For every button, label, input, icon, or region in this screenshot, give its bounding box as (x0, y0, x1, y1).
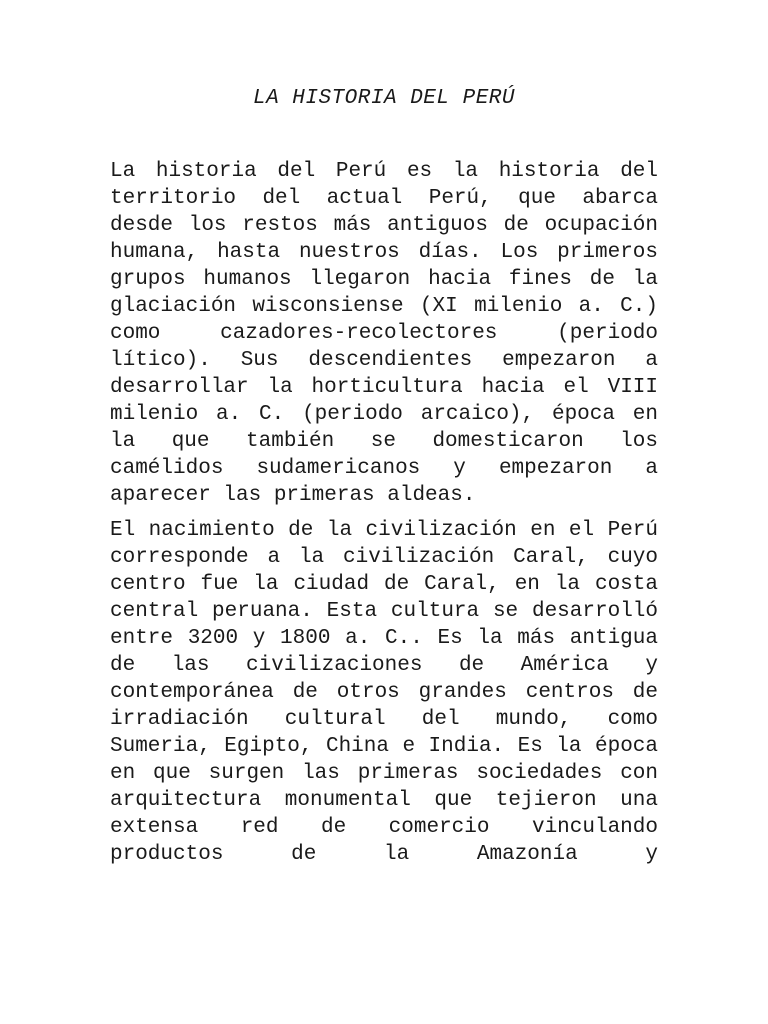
paragraph-1: La historia del Perú es la historia del territorio del actual Perú, que abarca desde los restos más antiguos de ocupación humana, hasta nuestros días. Los primeros grupos humanos llegaron hacia fines de la glaciación wisconsiense (XI milenio a. C.) como cazadores-recolectores (periodo lítico). Sus descendientes empezaron a desarrollar la horticultura hacia el VIII milenio a. C. (periodo arcaico), época en la que también se domesticaron los camélidos sudamericanos y empezaron a aparecer las primeras aldeas. (110, 160, 658, 507)
paragraph-2: El nacimiento de la civilización en el Perú corresponde a la civilización Caral, cuyo centro fue la ciudad de Caral, en la costa central peruana. Esta cultura se desarrolló entre 3200 y 1800 a. C.. Es la más antigua de las civilizaciones de América y contemporánea de otros grandes centros de irradiación cultural del mundo, como Sumeria, Egipto, China e India. Es la época en que surgen las primeras sociedades con arquitectura monumental que tejieron una extensa red de comercio vinculando productos de la Amazonía y (110, 519, 658, 866)
document-body (110, 158, 658, 876)
document-title: LA HISTORIA DEL PERÚ (252, 87, 516, 110)
